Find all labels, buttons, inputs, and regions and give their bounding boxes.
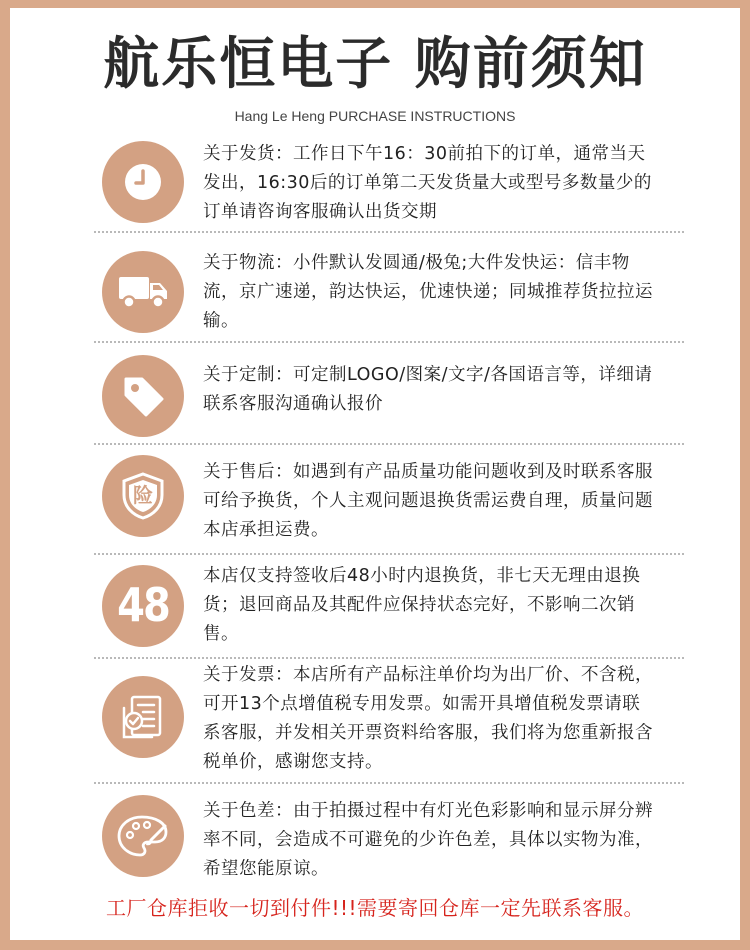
price-tag-icon <box>120 373 166 419</box>
divider <box>94 657 684 659</box>
divider <box>94 231 684 233</box>
customization-badge <box>102 355 184 437</box>
divider <box>94 443 684 445</box>
truck-icon <box>117 273 169 311</box>
returns-text: 本店仅支持签收后48小时内退换货，非七天无理由退换货；退回商品及其配件应保持状态完好，不影响二次销售。 <box>203 566 641 644</box>
shipping-text: 关于发货：工作日下午16：30前拍下的订单，通常当天发出，16:30后的订单第二天发货量大或型号多数量少的 订单请咨询客服确认出货交期 <box>203 144 652 222</box>
palette-icon <box>116 813 170 859</box>
logistics-text: 关于物流：小件默认发圆通/极兔;大件发快运：信丰物流，京广速递，韵达快运，优速快递；同城推荐货拉拉运输。 <box>203 253 653 331</box>
invoice-badge <box>102 676 184 758</box>
after-sales-badge <box>102 455 184 537</box>
clock-icon <box>122 161 164 203</box>
purchase-instructions-card <box>10 8 740 940</box>
insurance-glyph: 险 <box>133 483 153 507</box>
logistics-badge <box>102 251 184 333</box>
divider <box>94 341 684 343</box>
page-title: 航乐恒电子 购前须知 <box>103 32 647 97</box>
warning-notice: 工厂仓库拒收一切到付件!!!需要寄回仓库一定先联系客服。 <box>105 896 645 920</box>
hours-48-icon: 48 <box>117 579 169 633</box>
color-difference-text: 关于色差：由于拍摄过程中有灯光色彩影响和显示屏分辨率不同，会造成不可避免的少许色差，具体以实物为准，希望您能原谅。 <box>203 801 653 879</box>
divider <box>94 553 684 555</box>
page-subtitle: Hang Le Heng PURCHASE INSTRUCTIONS <box>234 108 516 124</box>
color-difference-badge <box>102 795 184 877</box>
customization-text: 关于定制：可定制LOGO/图案/文字/各国语言等，详细请联系客服沟通确认报价 <box>203 365 653 414</box>
divider <box>94 782 684 784</box>
returns-badge <box>102 565 184 647</box>
invoice-icon <box>118 692 168 742</box>
shipping-badge <box>102 141 184 223</box>
invoice-text: 关于发票：本店所有产品标注单价均为出厂价、不含税，可开13个点增值税专用发票。如需开具增值税发票请联系客服，并发相关开票资料给客服，我们将为您重新报含税单价，感谢您支持。 <box>203 665 653 772</box>
after-sales-text: 关于售后：如遇到有产品质量功能问题收到及时联系客服可给予换货，个人主观问题退换货需运费自理，质量问题本店承担运费。 <box>203 462 653 540</box>
